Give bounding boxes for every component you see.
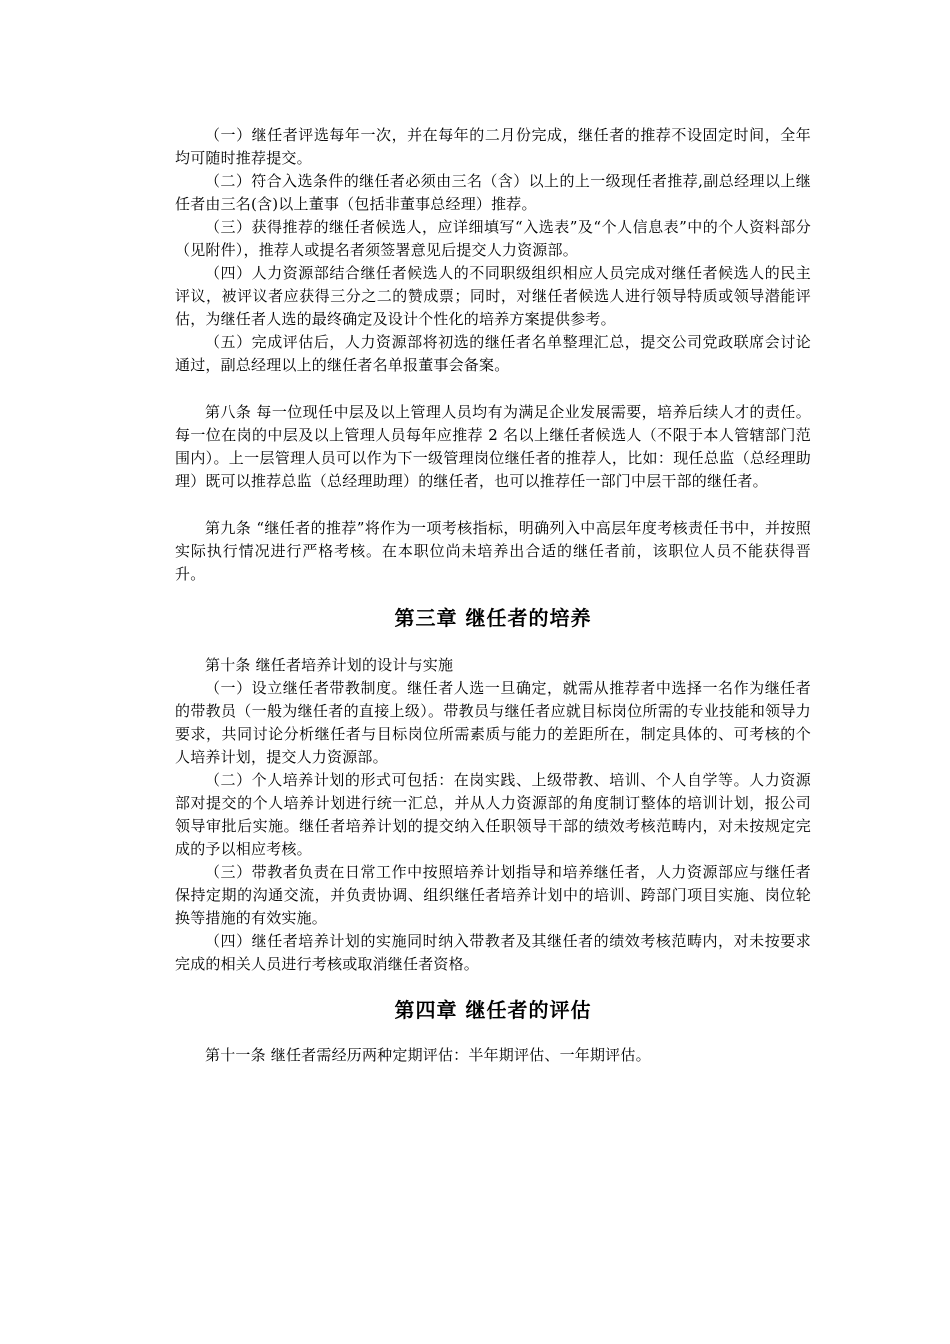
article-8: 第八条 每一位现任中层及以上管理人员均有为满足企业发展需要，培养后续人才的责任。每一位在岗的中层及以上管理人员每年应推荐 2 名以上继任者候选人（不限于本人管辖部门范围内）。上一层管理人员可以作为下一级管理岗位继任者的推荐人，比如：现任总监（总经理助理）既可以推荐总监（总经理助理）的继任者，也可以推荐任一部门中层干部的继任者。 (175, 403, 811, 490)
clause-5: （五）完成评估后，人力资源部将初选的继任者名单整理汇总，提交公司党政联席会讨论通过，副总经理以上的继任者名单报董事会备案。 (175, 333, 811, 374)
ch3-clause-2: （二）个人培养计划的形式可包括：在岗实践、上级带教、培训、个人自学等。人力资源部对提交的个人培养计划进行统一汇总，并从人力资源部的角度制订整体的培训计划，报公司领导审批后实施。继任者培养计划的提交纳入任职领导干部的绩效考核范畴内，对未按规定完成的予以相应考核。 (175, 771, 811, 858)
chapter-3-title: 第三章 继任者的培养 (394, 606, 592, 630)
ch3-clause-1: （一）设立继任者带教制度。继任者人选一旦确定，就需从推荐者中选择一名作为继任者的带教员（一般为继任者的直接上级）。带教员与继任者应就目标岗位所需的专业技能和领导力要求，共同讨论分析继任者与目标岗位所需素质与能力的差距所在，制定具体的、可考核的个人培养计划，提交人力资源部。 (175, 679, 811, 766)
clause-1: （一）继任者评选每年一次，并在每年的二月份完成，继任者的推荐不设固定时间，全年均可随时推荐提交。 (175, 126, 811, 167)
clause-3: （三）获得推荐的继任者候选人，应详细填写“入选表”及“个人信息表”中的个人资料部分（见附件），推荐人或提名者须签署意见后提交人力资源部。 (175, 218, 811, 259)
spacer (175, 377, 811, 401)
ch3-clause-4: （四）继任者培养计划的实施同时纳入带教者及其继任者的绩效考核范畴内，对未按要求完成的相关人员进行考核或取消继任者资格。 (175, 932, 811, 973)
article-11: 第十一条 继任者需经历两种定期评估：半年期评估、一年期评估。 (205, 1046, 651, 1064)
clause-2: （二）符合入选条件的继任者必须由三名（含）以上的上一级现任者推荐,副总经理以上继任者由三名(含)以上董事（包括非董事总经理）推荐。 (175, 172, 811, 213)
article-9: 第九条 “继任者的推荐”将作为一项考核指标，明确列入中高层年度考核责任书中，并按照实际执行情况进行严格考核。在本职位尚未培养出合适的继任者前，该职位人员不能获得晋升。 (175, 519, 811, 583)
spacer (175, 493, 811, 517)
document-body (175, 124, 811, 1067)
ch3-clause-3: （三）带教者负责在日常工作中按照培养计划指导和培养继任者，人力资源部应与继任者保持定期的沟通交流，并负责协调、组织继任者培养计划中的培训、跨部门项目实施、岗位轮换等措施的有效实施。 (175, 863, 811, 927)
article-10-title: 第十条 继任者培养计划的设计与实施 (205, 656, 454, 674)
clause-4: （四）人力资源部结合继任者候选人的不同职级组织相应人员完成对继任者候选人的民主评议，被评议者应获得三分之二的赞成票；同时，对继任者候选人进行领导特质或领导潜能评估，为继任者人选的最终确定及设计个性化的培养方案提供参考。 (175, 264, 811, 328)
chapter-4-title: 第四章 继任者的评估 (394, 998, 592, 1022)
